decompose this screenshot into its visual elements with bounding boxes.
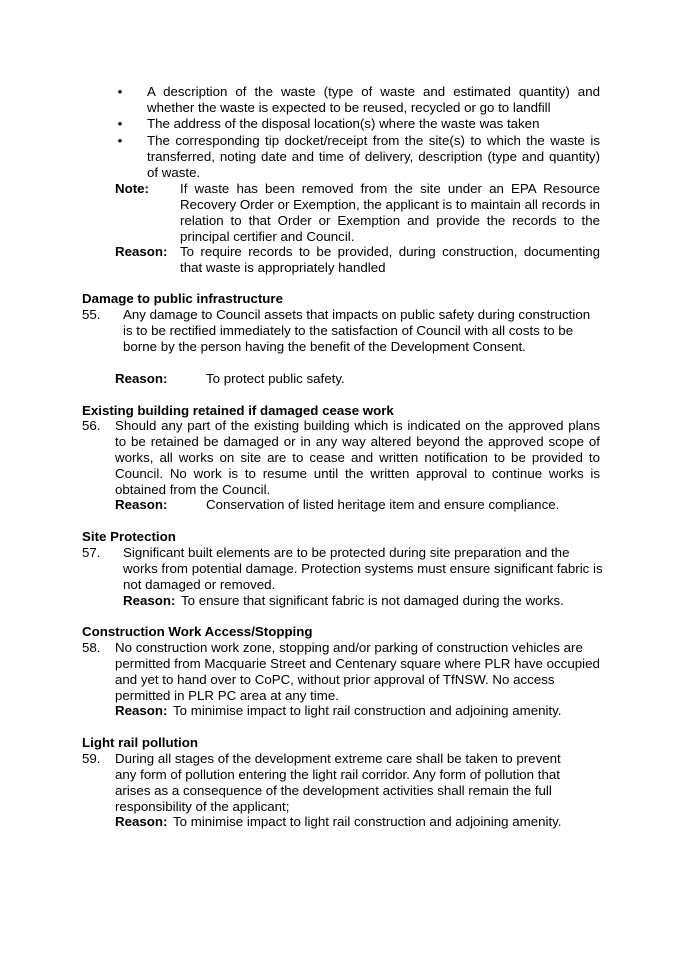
reason-text: To ensure that significant fabric is not damaged during the works. [181, 593, 564, 608]
bullet-marker: • [117, 116, 123, 131]
condition-text: During all stages of the development extreme care shall be taken to prevent any form of pollution entering the light rail corridor. Any form of pollution that arises as a consequence of the development activities shall remain the full responsibility of the applicant; [115, 751, 561, 814]
condition-number: 58. [82, 640, 101, 655]
reason-text: Conservation of listed heritage item and ensure compliance. [206, 497, 560, 512]
reason-text: To minimise impact to light rail construction and adjoining amenity. [173, 814, 562, 829]
bullet-marker: • [117, 133, 123, 148]
reason-label: Reason: [115, 814, 168, 829]
condition-number: 59. [82, 751, 101, 766]
reason-label: Reason: [123, 593, 176, 608]
bullet-item: A description of the waste (type of waste and estimated quantity) and whether the waste is expected to be reused, recycled or go to landfill [147, 84, 600, 115]
reason-label: Reason: [115, 497, 168, 512]
section-heading: Damage to public infrastructure [82, 291, 283, 306]
section-heading: Construction Work Access/Stopping [82, 624, 313, 639]
bullet-item: The corresponding tip docket/receipt from the site(s) to which the waste is transferred, noting date and time of delivery, description (type and quantity) of waste. [147, 133, 600, 180]
condition-text: Any damage to Council assets that impacts on public safety during construction is to be rectified immediately to the satisfaction of Council with all costs to be borne by the person having the benefit of the Development Consent. [123, 307, 591, 354]
condition-text: Significant built elements are to be protected during site preparation and the works from potential damage. Protection systems must ensure significant fabric is not damaged or removed. [123, 545, 603, 592]
section-heading: Light rail pollution [82, 735, 198, 750]
reason-text: To minimise impact to light rail construction and adjoining amenity. [173, 703, 562, 718]
condition-number: 56. [82, 418, 101, 433]
reason-text: To protect public safety. [206, 371, 345, 386]
condition-text: Should any part of the existing building which is indicated on the approved plans to be retained be damaged or in any way altered beyond the approved scope of works, all works on site are to cease and written notification to be provided to Council. No work is to resume until the written approval to continue works is obtained from the Council. [115, 418, 600, 497]
reason-label: Reason: [115, 371, 168, 386]
section-heading: Existing building retained if damaged cease work [82, 403, 394, 418]
bullet-item: The address of the disposal location(s) where the waste was taken [147, 116, 540, 131]
reason-label: Reason: [115, 703, 168, 718]
reason-text: To require records to be provided, during construction, documenting that waste is appropriately handled [180, 244, 600, 275]
reason-label: Reason: [115, 244, 168, 259]
section-heading: Site Protection [82, 529, 176, 544]
note-text: If waste has been removed from the site under an EPA Resource Recovery Order or Exemption, the applicant is to maintain all records in relation to that Order or Exemption and provide the records to the principal certifier and Council. [180, 181, 600, 244]
condition-number: 55. [82, 307, 101, 322]
condition-text: No construction work zone, stopping and/or parking of construction vehicles are permitted from Macquarie Street and Centenary square where PLR have occupied and yet to hand over to CoPC, without prior approval of TfNSW. No access permitted in PLR PC area at any time. [115, 640, 600, 703]
note-label: Note: [115, 181, 149, 196]
bullet-marker: • [117, 84, 123, 99]
condition-number: 57. [82, 545, 101, 560]
